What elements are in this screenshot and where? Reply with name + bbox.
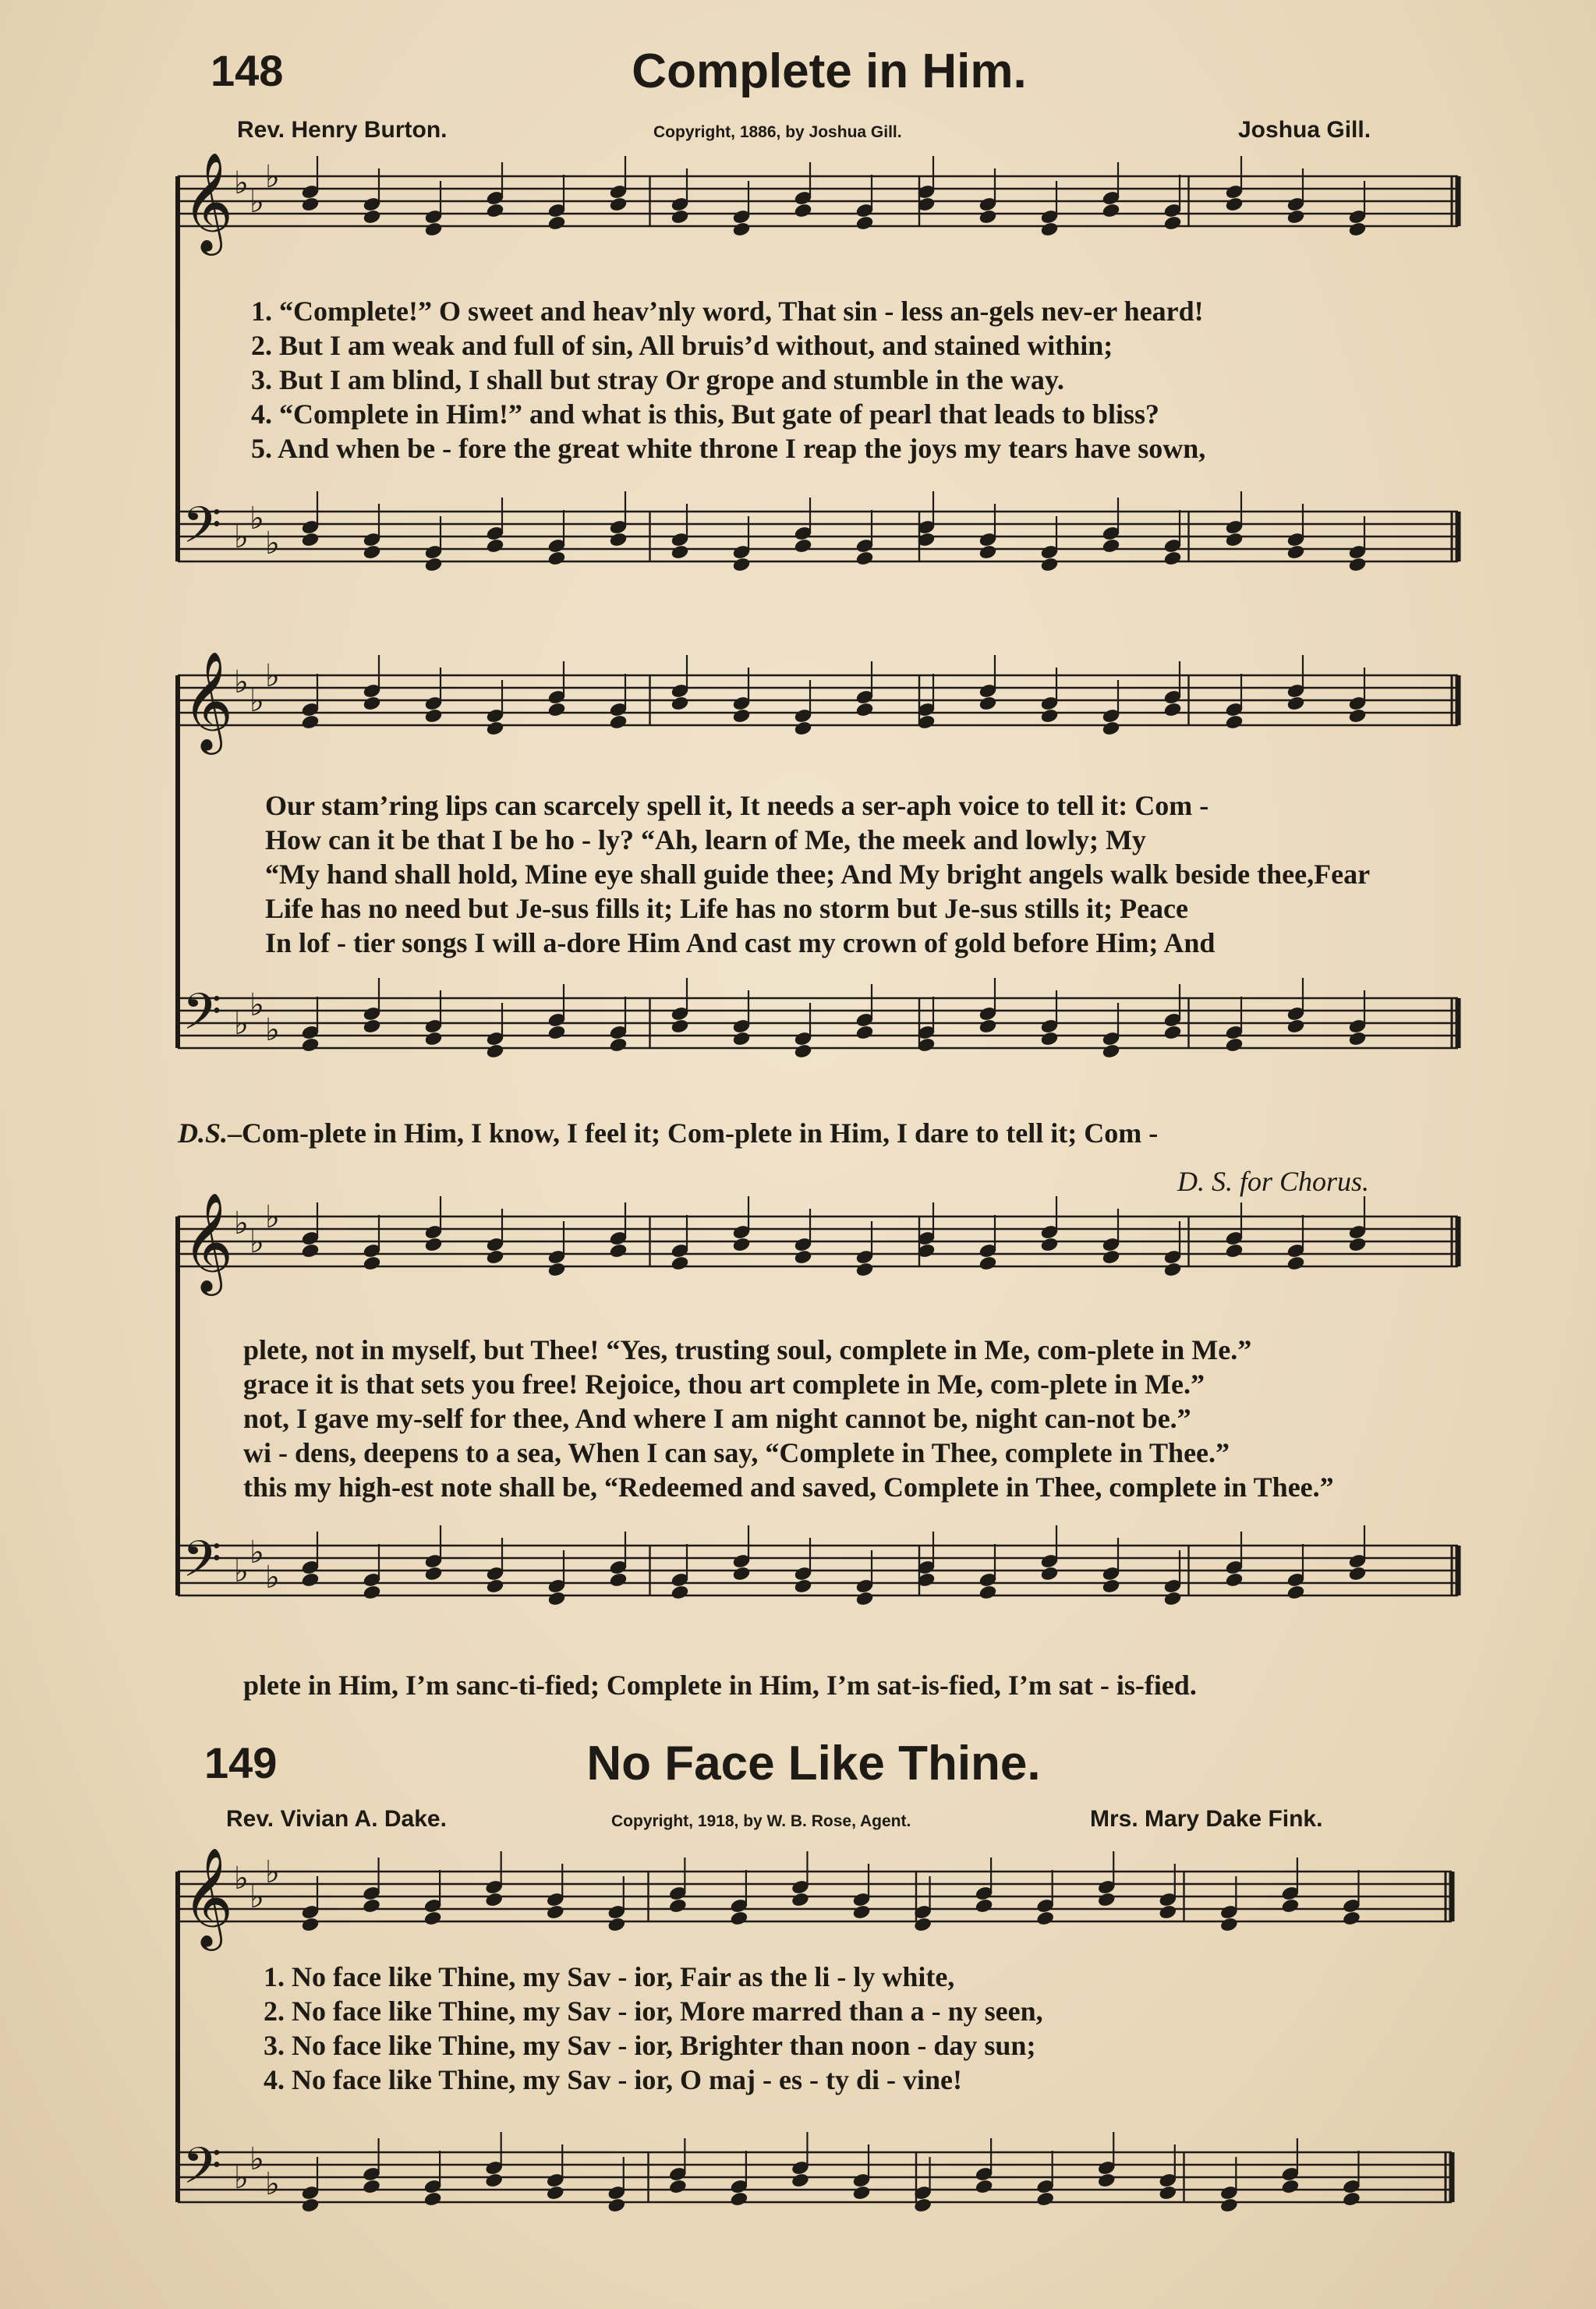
copyright-149: Copyright, 1918, by W. B. Rose, Agent. (611, 1812, 911, 1830)
flat-icon: ♭ (265, 1560, 280, 1595)
copyright-148: Copyright, 1886, by Joshua Gill. (653, 123, 902, 141)
flat-icon: ♭ (265, 526, 280, 561)
ds-label: D.S. (178, 1117, 228, 1149)
hymn-title-148: Complete in Him. (632, 44, 1027, 98)
flat-icon: ♭ (249, 1879, 264, 1915)
verse-line: 3. But I am blind, I shall but stray Or grope and stumble in the way. (251, 364, 1064, 395)
verse-line: wi - dens, deepens to a sea, When I can say, “Complete in Thee, complete in Thee.” (243, 1437, 1230, 1468)
flat-icon: ♭ (265, 1012, 280, 1048)
verse-line: “My hand shall hold, Mine eye shall guide thee; And My bright angels walk beside thee,Fear (265, 859, 1371, 890)
flat-icon: ♭ (249, 184, 264, 220)
flat-icon: ♭ (265, 2166, 280, 2202)
bass-clef-icon: 𝄢 (182, 1531, 222, 1601)
verse-line: How can it be that I be ho - ly? “Ah, learn of Me, the meek and lowly; My (265, 824, 1146, 855)
hymn-number-148: 148 (211, 46, 284, 95)
verse-line: 3. No face like Thine, my Sav - ior, Brighter than noon - day sun; (264, 2030, 1036, 2061)
author-149: Rev. Vivian A. Dake. (226, 1806, 447, 1832)
flat-icon: ♭ (265, 159, 280, 195)
verse-line: 5. And when be - fore the great white throne I reap the joys my tears have sown, (251, 433, 1206, 464)
hymn-number-149: 149 (204, 1738, 278, 1787)
ds-text: –Com-plete in Him, I know, I feel it; Com-plete in Him, I dare to tell it; Com - (228, 1117, 1159, 1149)
composer-148: Joshua Gill. (1238, 117, 1371, 143)
flat-icon: ♭ (234, 664, 249, 700)
verse-line: not, I gave my-self for thee, And where I am night cannot be, night can-not be.” (243, 1403, 1191, 1434)
treble-clef-icon: 𝄞 (182, 151, 234, 251)
ds-chorus-label: D. S. for Chorus. (1177, 1166, 1370, 1197)
flat-icon: ♭ (249, 2141, 264, 2177)
flat-icon: ♭ (234, 519, 249, 555)
ds-line (178, 1117, 1158, 1149)
verse-line: Life has no need but Je-sus fills it; Life has no storm but Je-sus stills it; Peace (265, 893, 1189, 924)
flat-icon: ♭ (249, 1535, 264, 1571)
flat-icon: ♭ (249, 1224, 264, 1260)
verse-line: 1. “Complete!” O sweet and heav’nly word, That sin - less an-gels nev-er heard! (251, 296, 1204, 327)
hymn-title-149: No Face Like Thine. (586, 1737, 1041, 1790)
flat-icon: ♭ (234, 1006, 249, 1042)
flat-icon: ♭ (249, 501, 264, 537)
flat-icon: ♭ (249, 683, 264, 719)
flat-icon: ♭ (234, 1206, 249, 1241)
treble-clef-icon: 𝄞 (182, 1847, 234, 1946)
verse-line: 1. No face like Thine, my Sav - ior, Fair as the li - ly white, (264, 1961, 955, 1992)
verse-line: plete, not in myself, but Thee! “Yes, trusting soul, complete in Me, com-plete in Me.” (243, 1334, 1252, 1365)
verse-line: Our stam’ring lips can scarcely spell it, It needs a ser-aph voice to tell it: Com - (265, 790, 1209, 821)
verse-line: 4. “Complete in Him!” and what is this, But gate of pearl that leads to bliss? (251, 398, 1160, 430)
flat-icon: ♭ (234, 2160, 249, 2196)
flat-icon: ♭ (234, 165, 249, 201)
verse-line: 2. But I am weak and full of sin, All bruis’d without, and stained within; (251, 330, 1113, 361)
verse-line: 2. No face like Thine, my Sav - ior, More marred than a - ny seen, (264, 1996, 1043, 2027)
bass-clef-icon: 𝄢 (182, 983, 222, 1054)
flat-icon: ♭ (265, 658, 280, 694)
verse-line: In lof - tier songs I will a-dore Him And cast my crown of gold before Him; And (265, 927, 1216, 958)
verse-line: grace it is that sets you free! Rejoice, thou art complete in Me, com-plete in Me.” (243, 1369, 1205, 1400)
author-148: Rev. Henry Burton. (237, 117, 448, 143)
verse-line: this my high-est note shall be, “Redeemed and saved, Complete in Thee, complete in Thee.” (243, 1471, 1334, 1503)
flat-icon: ♭ (234, 1553, 249, 1589)
flat-icon: ♭ (265, 1854, 280, 1890)
flat-icon: ♭ (234, 1861, 249, 1896)
chorus-end-line: plete in Him, I’m sanc-ti-fied; Complete in Him, I’m sat-is-fied, I’m sat - is-fied. (243, 1670, 1197, 1701)
verse-line: 4. No face like Thine, my Sav - ior, O maj - es - ty di - vine! (264, 2064, 962, 2095)
bass-clef-icon: 𝄢 (182, 497, 222, 567)
treble-clef-icon: 𝄞 (182, 1192, 234, 1291)
flat-icon: ♭ (265, 1199, 280, 1235)
flat-icon: ♭ (249, 987, 264, 1023)
treble-clef-icon: 𝄞 (182, 650, 234, 750)
composer-149: Mrs. Mary Dake Fink. (1090, 1806, 1323, 1832)
bass-clef-icon: 𝄢 (182, 2137, 222, 2208)
